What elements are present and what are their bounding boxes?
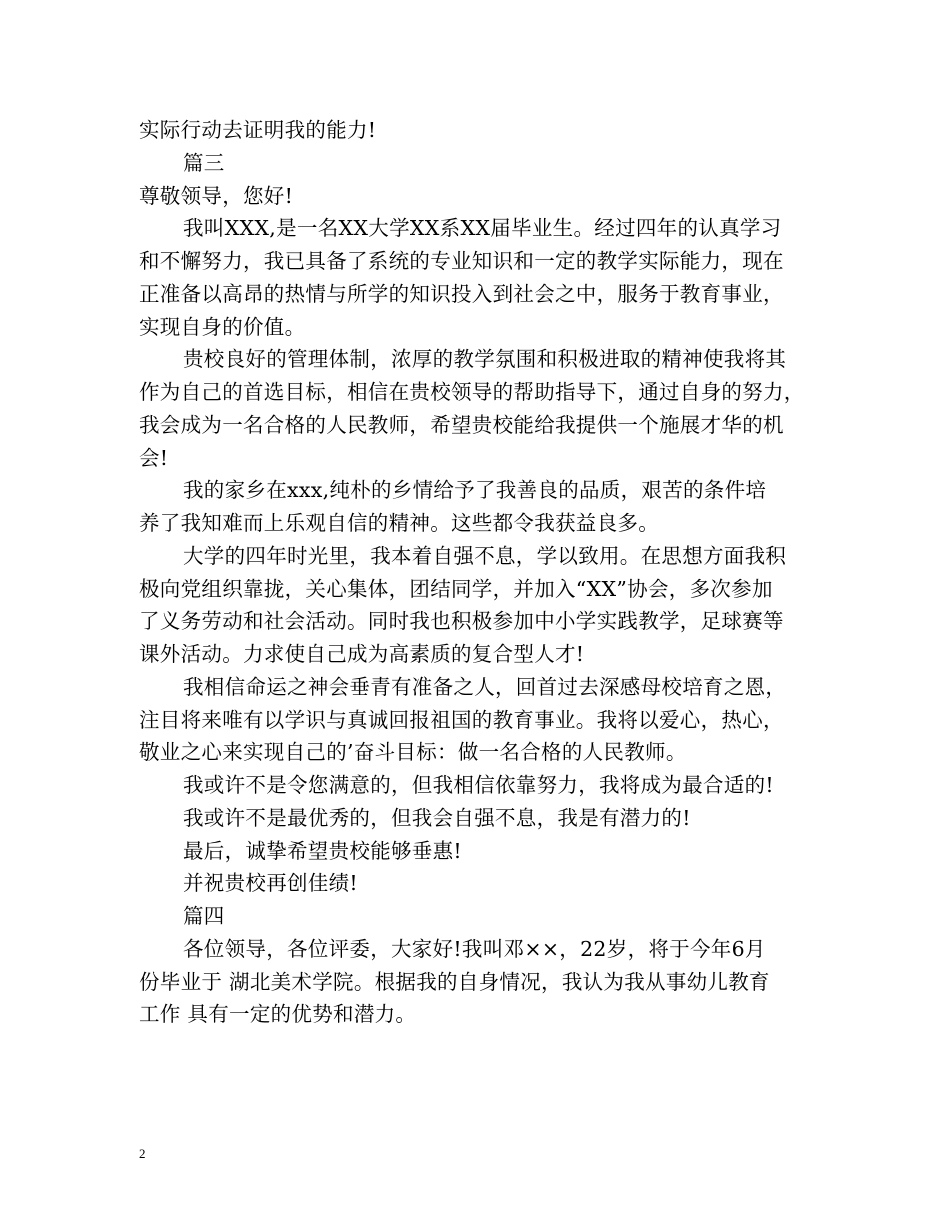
text-line: 课外活动。力求使自己成为高素质的复合型人才!	[139, 642, 585, 666]
text-line: 注目将来唯有以学识与真诚回报祖国的教育事业。我将以爱心，热心，	[139, 707, 784, 732]
text-line: 我或许不是令您满意的，但我相信依靠努力，我将成为最合适的!	[183, 773, 774, 797]
text-line: 篇四	[183, 904, 225, 928]
text-line: 我会成为一名合格的人民教师，希望贵校能给我提供一个施展才华的机	[139, 412, 784, 437]
text-line: 会!	[139, 445, 169, 470]
text-line: 了义务劳动和社会活动。同时我也积极参加中小学实践教学，足球赛等	[139, 609, 784, 634]
text-line: 各位领导，各位评委，大家好!我叫邓××，22岁，将于今年6月	[183, 936, 766, 961]
text-line: 贵校良好的管理体制，浓厚的教学氛围和积极进取的精神使我将其	[183, 347, 787, 372]
text-line: 篇三	[183, 150, 225, 175]
page-number: 2	[139, 1146, 146, 1161]
text-line: 工作 具有一定的优势和潜力。	[139, 1002, 417, 1027]
text-line: 我或许不是最优秀的，但我会自强不息，我是有潜力的!	[183, 805, 691, 830]
text-line: 大学的四年时光里，我本着自强不息，学以致用。在思想方面我积	[183, 543, 787, 568]
text-line: 养了我知难而上乐观自信的精神。这些都令我获益良多。	[139, 511, 659, 535]
text-line: 作为自己的首选目标，相信在贵校领导的帮助指导下，通过自身的努力，	[139, 380, 805, 404]
text-line: 份毕业于 湖北美术学院。根据我的自身情况，我认为我从事幼儿教育	[139, 969, 770, 994]
text-line: 尊敬领导，您好!	[139, 183, 294, 208]
text-line: 最后，诚挚希望贵校能够垂惠!	[183, 838, 462, 863]
text-line: 我叫XXX,是一名XX大学XX系XX届毕业生。经过四年的认真学习	[183, 216, 782, 241]
text-line: 我相信命运之神会垂青有准备之人，回首过去深感母校培育之恩，	[183, 674, 787, 699]
text-line: 敬业之心来实现自己的’奋斗目标：做一名合格的人民教师。	[139, 740, 687, 765]
text-line: 我的家乡在xxx,纯朴的乡情给予了我善良的品质，艰苦的条件培	[183, 478, 767, 503]
text-line: 正准备以高昂的热情与所学的知识投入到社会之中，服务于教育事业，	[139, 281, 784, 306]
text-line: 实际行动去证明我的能力!	[139, 118, 377, 142]
text-line: 和不懈努力，我已具备了系统的专业知识和一定的教学实际能力，现在	[139, 249, 784, 273]
document-body	[139, 114, 829, 1031]
text-line: 极向党组织靠拢，关心集体，团结同学，并加入“XX”协会，多次参加	[139, 576, 773, 601]
text-line: 实现自身的价值。	[139, 314, 306, 339]
text-line: 并祝贵校再创佳绩!	[183, 871, 358, 896]
